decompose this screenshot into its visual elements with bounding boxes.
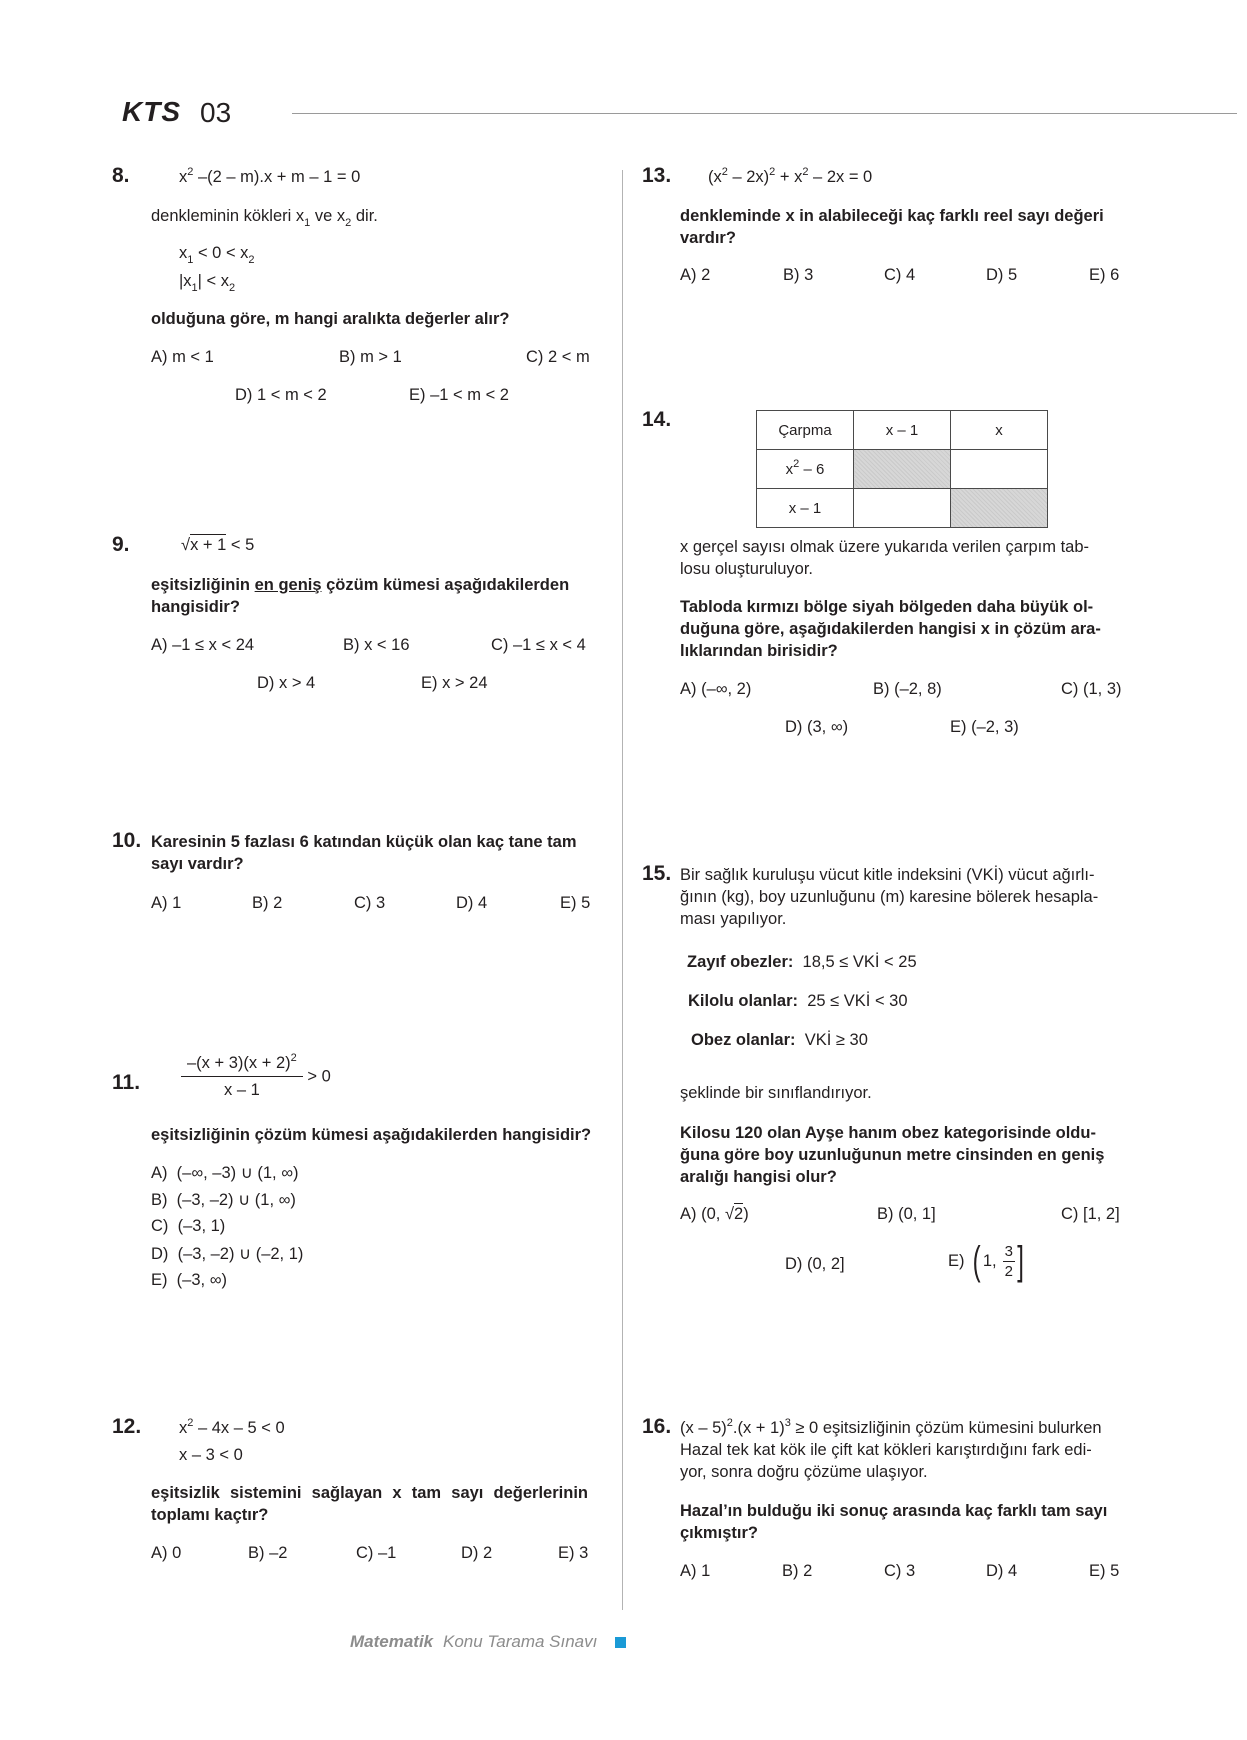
q12-number: 12. [112, 1415, 142, 1438]
q15-number: 15. [642, 862, 672, 885]
q11-option-a[interactable]: A) (–∞, –3) ∪ (1, ∞) [151, 1164, 299, 1182]
footer-title: Konu Tarama Sınavı [443, 1632, 598, 1651]
q13-question-line-2: vardır? [680, 229, 736, 247]
q16-question-line-1: Hazal’ın bulduğu iki sonuç arasında kaç farklı tam sayı [680, 1502, 1108, 1520]
q8-number: 8. [112, 164, 130, 187]
q11-fraction: $\frac{-(x + 3)(x + 2)^2}{x - 1}$ > 0 [181, 1052, 331, 1101]
q12-inequality-2: x – 3 < 0 [179, 1446, 243, 1464]
q13-question-line-1: denkleminde x in alabileceği kaç farklı reel sayı değeri [680, 207, 1104, 225]
q8-option-d[interactable]: D) 1 < m < 2 [235, 386, 327, 404]
q12-option-c[interactable]: C) –1 [356, 1544, 397, 1562]
q9-option-b[interactable]: B) x < 16 [343, 636, 410, 654]
q12-inequality-1: $x^2 - 4x - 5 < 0$ [179, 1417, 285, 1437]
q8-intro: denkleminin kökleri $x_1$ ve $x_2$ dir. [151, 207, 378, 229]
q10-option-d[interactable]: D) 4 [456, 894, 488, 912]
q16-option-b[interactable]: B) 2 [782, 1562, 813, 1580]
table-shaded-cell [951, 489, 1048, 528]
q12-question-line-2: toplamı kaçtır? [151, 1506, 269, 1524]
q16-number: 16. [642, 1415, 672, 1438]
q16-question-line-2: çıkmıştır? [680, 1524, 758, 1542]
q10-option-e[interactable]: E) 5 [560, 894, 591, 912]
q14-question-line-2: duğuna göre, aşağıdakilerden hangisi x in çözüm ara- [680, 620, 1101, 638]
table-row-header: $x^2 - 6$ [757, 450, 854, 489]
q10-question-line-1: Karesinin 5 fazlası 6 katından küçük olan kaç tane tam [151, 833, 577, 851]
table-corner: Çarpma [757, 411, 854, 450]
q10-number: 10. [112, 829, 142, 852]
q9-option-e[interactable]: E) x > 24 [421, 674, 488, 692]
header-brand: KTS [122, 96, 181, 127]
q16-option-e[interactable]: E) 5 [1089, 1562, 1120, 1580]
q11-option-e[interactable]: E) (–3, ∞) [151, 1271, 227, 1289]
q8-question: olduğuna göre, m hangi aralıkta değerler alır? [151, 310, 510, 328]
q12-option-e[interactable]: E) 3 [558, 1544, 589, 1562]
left-paren-icon: ( [972, 1239, 981, 1283]
q14-option-c[interactable]: C) (1, 3) [1061, 680, 1122, 698]
q8-condition-1: $x_1 < 0 < x_2$ [179, 244, 255, 266]
q11-option-d[interactable]: D) (–3, –2) ∪ (–2, 1) [151, 1245, 304, 1263]
table-row-header: x – 1 [757, 489, 854, 528]
q14-option-a[interactable]: A) (–∞, 2) [680, 680, 752, 698]
q8-option-c[interactable]: C) 2 < m [526, 348, 590, 366]
q11-rhs: > 0 [307, 1067, 331, 1086]
q11-question: eşitsizliğinin çözüm kümesi aşağıdakilerden hangisidir? [151, 1126, 592, 1144]
square-icon [615, 1637, 626, 1648]
q15-option-e[interactable]: E) ( 1, $\frac{3}{2}$ ] [948, 1239, 1024, 1283]
q16-text-line-2: Hazal tek kat kök ile çift kat kökleri karıştırdığını fark edi- [680, 1441, 1092, 1459]
q9-option-c[interactable]: C) –1 ≤ x < 4 [491, 636, 586, 654]
q12-question-line-1: eşitsizlik sistemini sağlayan x tam sayı değerlerinin [151, 1484, 588, 1502]
q14-multiplication-table [756, 410, 1048, 528]
q14-question-line-1: Tabloda kırmızı bölge siyah bölgeden daha büyük ol- [680, 598, 1094, 616]
q8-option-a[interactable]: A) m < 1 [151, 348, 214, 366]
sqrt-icon: √ [181, 536, 191, 554]
table-shaded-cell [854, 450, 951, 489]
table-col-header: x – 1 [854, 411, 951, 450]
footer-subject: Matematik [350, 1632, 434, 1651]
q9-question-line-2: hangisidir? [151, 598, 240, 616]
q12-option-b[interactable]: B) –2 [248, 1544, 288, 1562]
table-cell [854, 489, 951, 528]
header-code: 03 [200, 97, 232, 128]
q10-option-b[interactable]: B) 2 [252, 894, 283, 912]
q9-inequality: √x + 1 < 5 [181, 536, 255, 554]
q14-number: 14. [642, 408, 672, 431]
q9-number: 9. [112, 533, 130, 556]
q12-option-a[interactable]: A) 0 [151, 1544, 182, 1562]
q9-option-d[interactable]: D) x > 4 [257, 674, 316, 692]
column-divider [622, 170, 623, 1610]
sqrt-icon: √ [724, 1205, 734, 1223]
q13-option-e[interactable]: E) 6 [1089, 266, 1120, 284]
q12-option-d[interactable]: D) 2 [461, 1544, 493, 1562]
q15-text-line-3: ması yapılıyor. [680, 910, 787, 928]
q15-option-b[interactable]: B) (0, 1] [877, 1205, 936, 1223]
q13-option-b[interactable]: B) 3 [783, 266, 814, 284]
q15-option-a[interactable]: A) (0, √2) [680, 1205, 749, 1223]
q15-class-obese: Obez olanlar: VKİ ≥ 30 [691, 1031, 868, 1049]
q16-text-line-1: $(x - 5)^2.(x + 1)^3 \ge 0$ eşitsizliğinin çözüm kümesini bulurken [680, 1417, 1102, 1437]
q14-option-e[interactable]: E) (–2, 3) [950, 718, 1019, 736]
q16-option-c[interactable]: C) 3 [884, 1562, 916, 1580]
q8-option-e[interactable]: E) –1 < m < 2 [409, 386, 509, 404]
q15-text-line-4: şeklinde bir sınıflandırıyor. [680, 1084, 872, 1102]
table-cell [951, 450, 1048, 489]
q8-option-b[interactable]: B) m > 1 [339, 348, 402, 366]
q14-option-b[interactable]: B) (–2, 8) [873, 680, 942, 698]
q16-option-a[interactable]: A) 1 [680, 1562, 711, 1580]
q14-option-d[interactable]: D) (3, ∞) [785, 718, 849, 736]
q14-description-line-1: x gerçel sayısı olmak üzere yukarıda verilen çarpım tab- [680, 538, 1089, 556]
q15-question-line-1: Kilosu 120 olan Ayşe hanım obez kategorisinde oldu- [680, 1124, 1096, 1142]
q11-option-b[interactable]: B) (–3, –2) ∪ (1, ∞) [151, 1191, 296, 1209]
q13-option-a[interactable]: A) 2 [680, 266, 711, 284]
q8-condition-2: $|x_1| < x_2$ [179, 272, 236, 294]
q14-question-line-3: lıklarından birisidir? [680, 642, 838, 660]
q15-question-line-2: ğuna göre boy uzunluğunun metre cinsinden en geniş [680, 1146, 1105, 1164]
q11-option-c[interactable]: C) (–3, 1) [151, 1217, 226, 1235]
q15-text-line-1: Bir sağlık kuruluşu vücut kitle indeksini (VKİ) vücut ağırlı- [680, 866, 1095, 884]
q13-equation: $(x^2 - 2x)^2 + x^2 - 2x = 0$ [708, 166, 873, 186]
q16-text-line-3: yor, sonra doğru çözüme ulaşıyor. [680, 1463, 928, 1481]
q16-option-d[interactable]: D) 4 [986, 1562, 1018, 1580]
table-col-header: x [951, 411, 1048, 450]
q9-question-line-1: eşitsizliğinin en geniş çözüm kümesi aşağıdakilerden [151, 576, 570, 594]
q15-question-line-3: aralığı hangisi olur? [680, 1168, 837, 1186]
q15-text-line-2: ğının (kg), boy uzunluğunu (m) karesine bölerek hesapla- [680, 888, 1099, 906]
q10-option-c[interactable]: C) 3 [354, 894, 386, 912]
q15-option-c[interactable]: C) [1, 2] [1061, 1205, 1120, 1223]
q9-option-a[interactable]: A) –1 ≤ x < 24 [151, 636, 255, 654]
q11-number: 11. [112, 1071, 141, 1094]
right-bracket-icon: ] [1017, 1239, 1024, 1283]
q13-option-d[interactable]: D) 5 [986, 266, 1018, 284]
q14-description-line-2: losu oluşturuluyor. [680, 560, 813, 578]
q8-equation: $x^2$ –(2 – m).x + m – 1 = 0 [179, 166, 361, 186]
q13-number: 13. [642, 164, 672, 187]
q15-option-d[interactable]: D) (0, 2] [785, 1255, 845, 1273]
q10-question-line-2: sayı vardır? [151, 855, 244, 873]
q13-option-c[interactable]: C) 4 [884, 266, 916, 284]
q15-class-underweight: Zayıf obezler: 18,5 ≤ VKİ < 25 [687, 953, 917, 971]
q10-option-a[interactable]: A) 1 [151, 894, 182, 912]
header-rule [292, 113, 1237, 114]
q15-class-overweight: Kilolu olanlar: 25 ≤ VKİ < 30 [688, 992, 908, 1010]
